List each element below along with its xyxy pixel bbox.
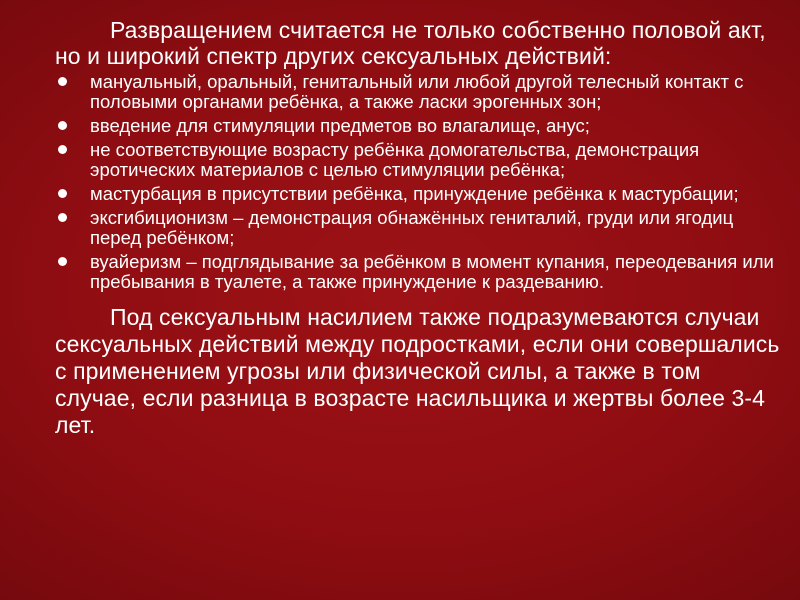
closing-paragraph: Под сексуальным насилием также подразумеваются случаи сексуальных действий между подростками, если они совершались с применением угрозы или физической силы, а также в том случае, если разница в возрасте насильщика и жертвы более 3-4 лет. [55,304,780,438]
bullet-icon [58,121,67,130]
bullet-text: введение для стимуляции предметов во влагалище, анус; [90,115,590,136]
bullet-icon [58,213,67,222]
list-item [55,116,780,136]
bullet-text: не соответствующие возрасту ребёнка домогательства, демонстрация эротических материалов с целью стимуляции ребёнка; [90,139,700,180]
bullet-text: мастурбация в присутствии ребёнка, принуждение ребёнка к мастурбации; [90,183,739,204]
list-item [55,252,780,292]
bullet-text: вуайеризм – подглядывание за ребёнком в момент купания, переодевания или пребывания в туалете, а также принуждение к раздеванию. [90,251,774,292]
slide-content [55,15,780,439]
bullet-text: эксгибиционизм – демонстрация обнажённых гениталий, груди или ягодиц перед ребёнком; [90,207,734,248]
bullet-icon [58,189,67,198]
bullet-list [55,72,780,292]
bullet-icon [58,257,67,266]
intro-paragraph: Развращением считается не только собственно половой акт, но и широкий спектр других сексуальных действий: [55,17,766,69]
bullet-icon [58,145,67,154]
list-item [55,72,780,112]
bullet-text: мануальный, оральный, генитальный или любой другой телесный контакт с половыми органами ребёнка, а также ласки эрогенных зон; [90,71,744,112]
list-item [55,140,780,180]
bullet-icon [58,77,67,86]
list-item [55,208,780,248]
list-item [55,184,780,204]
